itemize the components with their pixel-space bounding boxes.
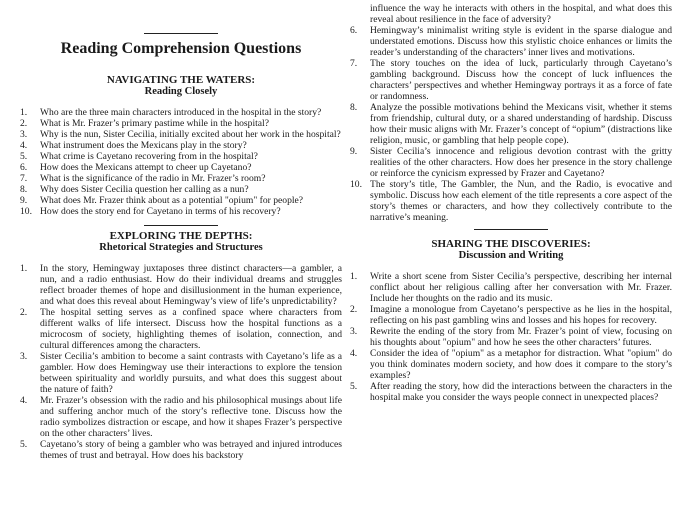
item-number: 1.	[350, 271, 358, 282]
item-number: 9.	[20, 195, 28, 206]
item-text: What is Mr. Frazer’s primary pastime while in the hospital?	[40, 118, 269, 129]
list-item	[350, 146, 672, 179]
item-text: What crime is Cayetano recovering from in the hospital?	[40, 151, 258, 162]
item-text: Write a short scene from Sister Cecilia’s perspective, describing her internal conflict about her religious calling after her conversation with Mr. Frazer. Include her thoughts on the radio and its music.	[370, 271, 672, 304]
list-item	[20, 107, 342, 118]
item-text: The story’s title, The Gambler, the Nun, and the Radio, is evocative and symbolic. Discuss how each element of the title represents a core aspect of the story’s themes or characters, and how they collectively contribute to the narrative’s meaning.	[370, 179, 672, 223]
item-number: 8.	[20, 184, 28, 195]
page-title: Reading Comprehension Questions	[60, 40, 302, 57]
left-column	[20, 0, 342, 461]
item-text: Cayetano’s story of being a gambler who was betrayed and injured introduces themes of trust and betrayal. How does his backstory	[40, 439, 342, 461]
item-number: 5.	[20, 439, 28, 450]
item-text: Who are the three main characters introduced in the hospital in the story?	[40, 107, 322, 118]
item-number: 7.	[20, 173, 28, 184]
list-item	[20, 140, 342, 151]
item-text: The hospital setting serves as a confined space where characters from different walks of life intersect. Discuss how the hospital functions as a microcosm of society, highlighting themes of isolation, connection, and cultural differences among the characters.	[40, 307, 342, 351]
list-item	[350, 102, 672, 146]
item-text: Imagine a monologue from Cayetano’s perspective as he lies in the hospital, reflecting on his past gambling wins and losses and his hopes for recovery.	[370, 304, 672, 326]
item-text: What instrument does the Mexicans play in the story?	[40, 140, 247, 151]
right-column	[350, 0, 672, 403]
section3-heading: SHARING THE DISCOVERIES:	[431, 238, 591, 250]
list-item	[20, 118, 342, 129]
item-number: 1.	[20, 263, 28, 274]
list-item	[20, 439, 342, 461]
item-number: 1.	[20, 107, 28, 118]
list-item	[350, 304, 672, 326]
list-item	[20, 307, 342, 351]
item-text: Sister Cecilia’s innocence and religious devotion contrast with the gritty realities of the other characters. How does her presence in the story challenge or reinforce the cynicism expressed by Frazer and Cayetano?	[370, 146, 672, 179]
list-item	[350, 271, 672, 304]
list-item	[350, 58, 672, 102]
item-text: The story touches on the idea of luck, particularly through Cayetano’s gambling background. Discuss how the concept of luck influences the characters’ perspectives and whether Hemingway portrays it as a force of fate or randomness.	[370, 58, 672, 102]
section3-rule	[474, 229, 548, 230]
item-number: 3.	[350, 326, 358, 337]
item-number: 2.	[20, 307, 28, 318]
item-number: 3.	[20, 129, 28, 140]
item-number: 3.	[20, 351, 28, 362]
item-number: 5.	[350, 381, 358, 392]
item-text: Mr. Frazer’s obsession with the radio and his philosophical musings about life and suffering anchor much of the story’s reflective tone. Discuss how the radio symbolizes distraction or escape, and how it shapes Frazer’s perspective on the other characters’ lives.	[40, 395, 342, 439]
section1-heading: NAVIGATING THE WATERS:	[106, 74, 256, 86]
section2-list	[20, 263, 342, 461]
item-text: Analyze the possible motivations behind the Mexicans visit, whether it stems from friendship, cultural duty, or a shared understanding of hardship. Discuss how their music aligns with Mr. Frazer’s concept of “opium” (distractions like religion, music, or gambling that help people cope).	[370, 102, 672, 146]
item-number: 4.	[20, 395, 28, 406]
list-item	[350, 381, 672, 403]
item-text: What is the significance of the radio in Mr. Frazer’s room?	[40, 173, 266, 184]
item-number: 9.	[350, 146, 358, 157]
list-item	[350, 25, 672, 58]
list-item	[20, 195, 342, 206]
item-number: 6.	[20, 162, 28, 173]
item-text: How does the Mexicans attempt to cheer up Cayetano?	[40, 162, 252, 173]
item-number: 6.	[350, 25, 358, 36]
list-item	[20, 151, 342, 162]
section3-list	[350, 271, 672, 403]
title-rule	[144, 33, 218, 34]
list-item	[20, 351, 342, 395]
list-item	[20, 162, 342, 173]
list-item	[20, 395, 342, 439]
item-text: Hemingway’s minimalist writing style is evident in the sparse dialogue and understated emotions. Discuss how this stylistic choice enhances or limits the reader’s understanding of the characters’ inner lives and motivations.	[370, 25, 672, 58]
list-item	[20, 173, 342, 184]
item-text: Why is the nun, Sister Cecilia, initially excited about her work in the hospital?	[40, 129, 341, 140]
item-text: Consider the idea of "opium" as a metaphor for distraction. What "opium" do you think dominates modern society, and how does it compare to the story’s examples?	[370, 348, 672, 381]
item5-continued-text: influence the way he interacts with others in the hospital, and what does this reveal about resilience in the face of adversity?	[370, 3, 672, 25]
list-item	[350, 326, 672, 348]
section2-heading: EXPLORING THE DEPTHS:	[109, 230, 253, 242]
item-number: 2.	[350, 304, 358, 315]
item-number: 10.	[350, 179, 362, 190]
list-item	[350, 348, 672, 381]
item-number: 5.	[20, 151, 28, 162]
item-number: 10.	[20, 206, 32, 217]
item-text: Rewrite the ending of the story from Mr. Frazer’s point of view, focusing on his thoughts about "opium" and how he sees the other characters’ futures.	[370, 326, 672, 348]
item-number: 7.	[350, 58, 358, 69]
item-text: What does Mr. Frazer think about as a potential "opium" for people?	[40, 195, 304, 206]
section1-list	[20, 107, 342, 217]
item-text: After reading the story, how did the interactions between the characters in the hospital make you consider the ways people connect in unexpected places?	[370, 381, 672, 403]
item-number: 2.	[20, 118, 28, 129]
list-item	[350, 179, 672, 223]
item-number: 4.	[350, 348, 358, 359]
list-item	[20, 184, 342, 195]
section2-subheading: Rhetorical Strategies and Structures	[99, 242, 263, 253]
item-text: How does the story end for Cayetano in terms of his recovery?	[40, 206, 281, 217]
section2-list-continued	[350, 25, 672, 223]
item-text: Why does Sister Cecilia question her calling as a nun?	[40, 184, 249, 195]
item-text: Sister Cecilia’s ambition to become a saint contrasts with Cayetano’s life as a gambler. How does Hemingway use their interactions to explore the tension between spirituality and worldly pursuits, and what does this suggest about the nature of faith?	[40, 351, 342, 395]
section2-rule	[144, 225, 218, 226]
list-item	[20, 129, 342, 140]
list-item	[20, 206, 342, 217]
list-item	[20, 263, 342, 307]
item-number: 8.	[350, 102, 358, 113]
item-text: In the story, Hemingway juxtaposes three distinct characters—a gambler, a nun, and a radio enthusiast. How do their individual dreams and struggles reflect broader themes of hope and disillusionment in the human experience, and what does this reveal about Hemingway’s view of life’s unpredictability?	[40, 263, 342, 307]
section1-subheading: Reading Closely	[144, 86, 218, 97]
item-number: 4.	[20, 140, 28, 151]
section3-subheading: Discussion and Writing	[458, 250, 564, 261]
